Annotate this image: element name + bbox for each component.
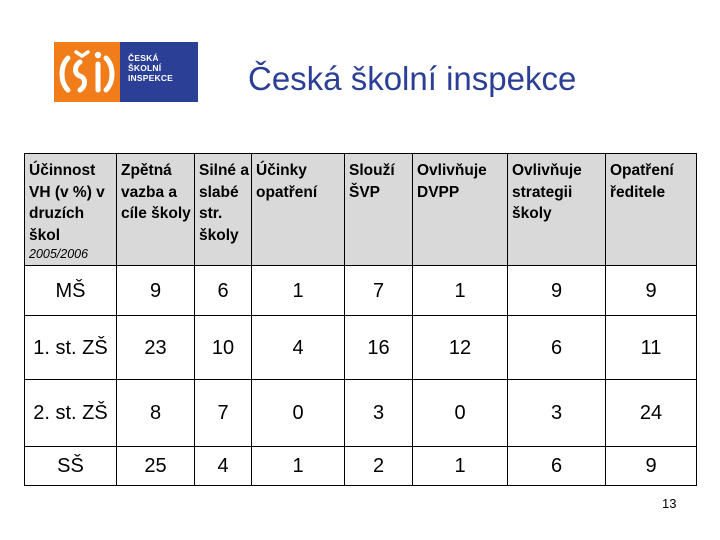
page-title: Česká školní inspekce — [248, 60, 577, 97]
header-category-main: Účinnost VH (v %) v druzích škol — [29, 162, 105, 244]
table-cell: 23 — [117, 316, 195, 380]
page-number: 13 — [662, 496, 677, 511]
table-cell: 9 — [508, 266, 606, 316]
table-cell: 3 — [508, 380, 606, 447]
csi-logo-text — [120, 42, 198, 102]
table-row — [25, 447, 697, 486]
table-cell: 0 — [413, 380, 508, 447]
table-cell: 12 — [413, 316, 508, 380]
table-cell: 1 — [413, 447, 508, 486]
table-cell: 1 — [252, 447, 345, 486]
table-cell: 6 — [508, 316, 606, 380]
row-label: MŠ — [25, 266, 117, 316]
logo-line-2: ŠKOLNÍ — [128, 63, 162, 73]
table-cell: 0 — [252, 380, 345, 447]
row-label: SŠ — [25, 447, 117, 486]
table-cell: 1 — [413, 266, 508, 316]
csi-logo — [54, 42, 198, 102]
table-cell: 9 — [117, 266, 195, 316]
table-header-row — [25, 154, 697, 266]
header-cell: Slouží ŠVP — [345, 154, 413, 266]
table-cell: 25 — [117, 447, 195, 486]
table-cell: 10 — [195, 316, 252, 380]
table-cell: 11 — [606, 316, 697, 380]
csi-emblem-icon — [54, 42, 120, 102]
header-cell: Ovlivňuje strategii školy — [508, 154, 606, 266]
header-category-year: 2005/2006 — [29, 247, 89, 261]
header-cell: Opatření ředitele — [606, 154, 697, 266]
table-cell: 9 — [606, 266, 697, 316]
table-cell: 6 — [195, 266, 252, 316]
table-cell: 8 — [117, 380, 195, 447]
table-row — [25, 266, 697, 316]
table-cell: 16 — [345, 316, 413, 380]
effectiveness-table — [24, 153, 697, 486]
table-cell: 1 — [252, 266, 345, 316]
table-cell: 2 — [345, 447, 413, 486]
table-cell: 3 — [345, 380, 413, 447]
logo-line-3: INSPEKCE — [128, 73, 174, 83]
logo-line-1: ČESKÁ — [128, 53, 159, 63]
table-cell: 4 — [252, 316, 345, 380]
table-row — [25, 316, 697, 380]
table-cell: 7 — [345, 266, 413, 316]
table-row — [25, 380, 697, 447]
table-cell: 24 — [606, 380, 697, 447]
table-cell: 7 — [195, 380, 252, 447]
csi-logo-mark — [54, 42, 120, 102]
row-label: 2. st. ZŠ — [25, 380, 117, 447]
row-label: 1. st. ZŠ — [25, 316, 117, 380]
header-cell: Ovlivňuje DVPP — [413, 154, 508, 266]
table-cell: 4 — [195, 447, 252, 486]
header-cell: Zpětná vazba a cíle školy — [117, 154, 195, 266]
table-cell: 6 — [508, 447, 606, 486]
header-cell: Silné a slabé str. školy — [195, 154, 252, 266]
header-cell-category — [25, 154, 117, 266]
header-cell: Účinky opatření — [252, 154, 345, 266]
table-cell: 9 — [606, 447, 697, 486]
